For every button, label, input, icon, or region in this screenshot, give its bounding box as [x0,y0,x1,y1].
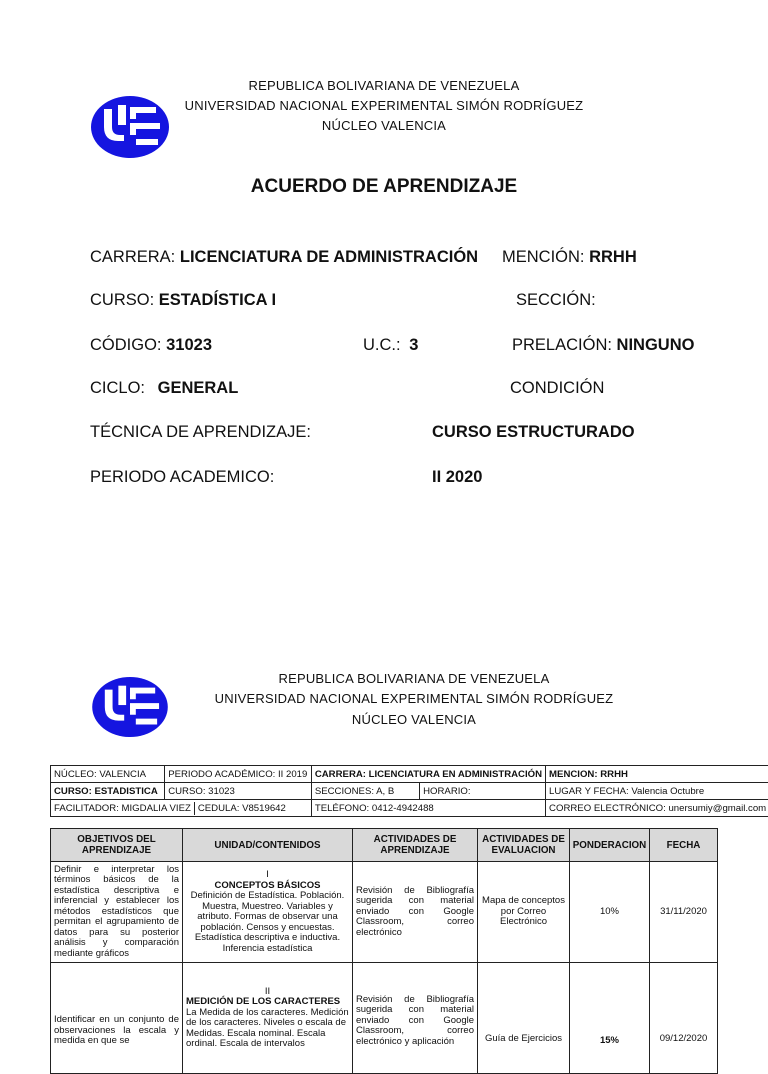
info-cell: MENCION: RRHH [546,766,768,783]
column-header: ACTIVIDADES DE APRENDIZAJE [353,829,478,862]
fecha-cell: 31/11/2020 [650,862,718,963]
ciclo-field [90,379,238,398]
info-cell: PERIODO ACADÉMICO: II 2019 [165,766,312,783]
objetivo-cell: Definir e interpretar los términos básicos de la estadística descriptiva e inferencial y establecer los métodos estadísticos que permitan el agrupamiento de datos para su posterior análisis y comparación mediante gráficos [51,862,183,963]
course-info-table [50,765,768,817]
fecha-cell: 09/12/2020 [650,963,718,1074]
codigo-field [90,336,212,355]
uc-value: 3 [409,336,418,354]
ciclo-label: CICLO: [90,379,145,397]
curso-field [90,291,276,310]
prelacion-field [512,336,694,355]
tecnica-field [90,423,311,442]
column-header: UNIDAD/CONTENIDOS [183,829,353,862]
info-row [51,783,768,800]
periodo-value-field [432,468,482,487]
header-line-2: UNIVERSIDAD NACIONAL EXPERIMENTAL SIMÓN RODRÍGUEZ [0,98,768,113]
info-cell: LUGAR Y FECHA: Valencia Octubre [546,783,768,800]
header2-line-3: NÚCLEO VALENCIA [30,712,768,727]
ponderacion-cell: 10% [570,862,650,963]
periodo-label: PERIODO ACADEMICO: [90,468,274,486]
evaluacion-cell: Mapa de conceptos por Correo Electrónico [478,862,570,963]
seccion-label: SECCIÓN: [516,291,596,309]
ciclo-value: GENERAL [158,379,239,397]
tecnica-value-field [432,423,635,442]
mencion-value: RRHH [589,248,637,266]
header2-line-2: UNIVERSIDAD NACIONAL EXPERIMENTAL SIMÓN RODRÍGUEZ [30,691,768,706]
info-cell: CURSO: 31023 [165,783,312,800]
ponderacion-cell: 15% [570,963,650,1074]
unidad-cell [183,963,353,1074]
evaluacion-cell: Guía de Ejercicios [478,963,570,1074]
tecnica-label: TÉCNICA DE APRENDIZAJE: [90,423,311,441]
unidad-cell [183,862,353,963]
column-header: OBJETIVOS DEL APRENDIZAJE [51,829,183,862]
codigo-label: CÓDIGO: [90,336,162,354]
header-line-3: NÚCLEO VALENCIA [0,118,768,133]
periodo-value: II 2020 [432,468,482,486]
prelacion-label: PRELACIÓN: [512,336,612,354]
learning-plan-table [50,828,718,1074]
info-cell: CORREO ELECTRÓNICO: unersumiy@gmail.com [546,800,768,817]
info-cell: NÚCLEO: VALENCIA [51,766,165,783]
page-title: ACUERDO DE APRENDIZAJE [0,176,768,198]
column-header: ACTIVIDADES DE EVALUACION [478,829,570,862]
tecnica-value: CURSO ESTRUCTURADO [432,423,635,441]
column-header: FECHA [650,829,718,862]
unidad-number: I [186,870,349,881]
mencion-field [502,248,637,267]
uc-label: U.C.: [363,336,401,354]
actividades-cell: Revisión de Bibliografía sugerida con material enviado con Google Classroom, correo electrónico [353,862,478,963]
info-row [51,800,768,817]
info-cell: HORARIO: [420,783,546,800]
unidad-number: II [186,987,349,998]
unidad-title: CONCEPTOS BÁSICOS [186,881,349,892]
column-header: PONDERACION [570,829,650,862]
actividades-cell: Revisión de Bibliografía sugerida con material enviado con Google Classroom, correo electrónico y aplicación [353,963,478,1074]
table-row [51,963,718,1074]
carrera-value: LICENCIATURA DE ADMINISTRACIÓN [180,248,478,266]
curso-value: ESTADÍSTICA I [159,291,276,309]
uc-field [363,336,418,355]
table-header-row [51,829,718,862]
unidad-body: Definición de Estadística. Población. Muestra, Muestreo. Variables y atributo. Formas de observar una población. Censos y encuestas. Estadística descriptiva e inductiva. Inferencia estadística [186,891,349,954]
carrera-field [90,248,478,267]
info-cell: SECCIONES: A, B [311,783,419,800]
info-cell: CURSO: ESTADISTICA [51,783,165,800]
table-row [51,862,718,963]
mencion-label: MENCIÓN: [502,248,585,266]
info-cell: TELÉFONO: 0412-4942488 [311,800,545,817]
condicion-field [510,379,604,398]
periodo-field [90,468,274,487]
info-cell: FACILITADOR: MIGDALIA VIEZ CEDULA: V8519642 [51,800,312,817]
objetivo-cell: Identificar en un conjunto de observaciones la escala y medida en que se [51,963,183,1074]
condicion-label: CONDICIÓN [510,379,604,397]
codigo-value: 31023 [166,336,212,354]
header-line-1: REPUBLICA BOLIVARIANA DE VENEZUELA [0,78,768,93]
carrera-label: CARRERA: [90,248,175,266]
unidad-body: La Medida de los caracteres. Medición de los caracteres. Niveles o escala de Medidas. Escala nominal. Escala ordinal. Escala de intervalos [186,1008,349,1050]
curso-label: CURSO: [90,291,154,309]
prelacion-value: NINGUNO [617,336,695,354]
seccion-field [516,291,596,310]
unidad-title: MEDICIÓN DE LOS CARACTERES [186,997,349,1008]
info-row [51,766,768,783]
header2-line-1: REPUBLICA BOLIVARIANA DE VENEZUELA [30,671,768,686]
info-cell: CARRERA: LICENCIATURA EN ADMINISTRACIÓN [311,766,545,783]
